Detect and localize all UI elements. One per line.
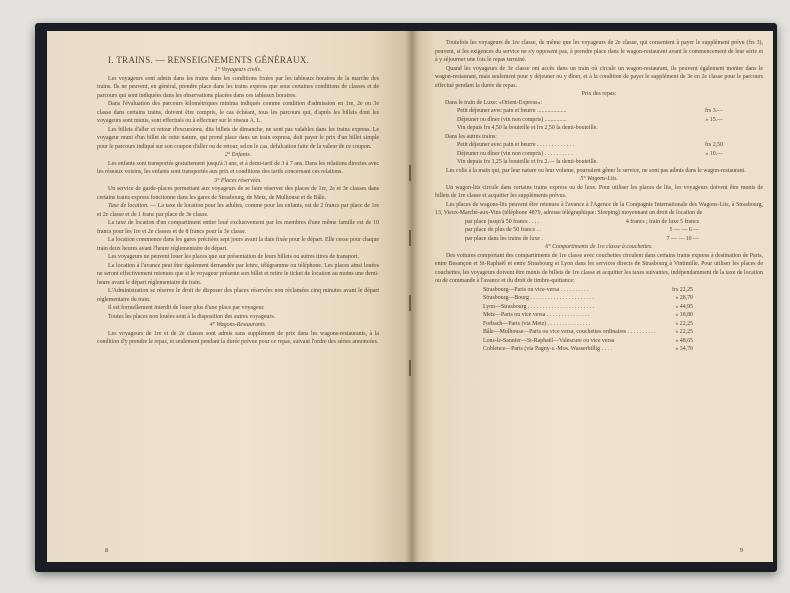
- fare-route: Lons-le-Saunier—St-Raphaël—Valescure ou vice versa: [483, 337, 615, 344]
- paragraph: La taxe de location d'un compartiment entier loué exclusivement par les membres d'une même famille est de 10 francs pour les 1re et 2e classes et de 8 francs pour la 3e classe.: [97, 220, 379, 235]
- binding-stitch: [409, 360, 411, 376]
- fare-price: » 18,80: [675, 312, 693, 318]
- paragraph: Les voyageurs ne peuvent louer les places que sur présentation de leurs billets ou autres titres de transport.: [108, 254, 359, 260]
- wine-note: Vin depuis frs 4,50 la bouteille et frs 2,50 la demi-bouteille.: [457, 125, 598, 131]
- fare-price: » 34,70: [675, 346, 693, 352]
- fee-label: par place jusqu'à 50 francs . . . .: [465, 218, 540, 225]
- fare-row: [435, 337, 763, 346]
- right-page-text: [435, 39, 763, 354]
- luxe-price-list: [435, 107, 763, 124]
- page-number: 9: [739, 547, 743, 554]
- paragraph: [97, 202, 379, 219]
- fee-value: 7 — — 10 —: [666, 235, 699, 242]
- left-page: [47, 31, 413, 562]
- price-value: frs 2,50: [705, 142, 723, 148]
- paragraph: Les colis à la main qui, par leur nature ou leur volume, pourraient gêner le service, ne sont pas admis dans le wagon-restaurant.: [446, 167, 746, 174]
- fee-label: par place dans les trains de luxe .: [465, 235, 543, 242]
- fare-row: [435, 328, 763, 337]
- binding-stitch: [409, 295, 411, 311]
- page-number: 8: [105, 547, 109, 554]
- paragraph: Les enfants sont transportés gratuitement jusqu'à 3 ans, et à demi-tarif de 3 à 7 ans. Dans les relations directes avec les réseaux voisins, les enfants sont transportés aux prix et conditions des tarifs concernant ces relations.: [97, 160, 379, 175]
- price-row: [435, 150, 763, 159]
- paragraph: Les voyageurs de 1re et de 2e classes sont admis sans supplément de prix dans les wagons-restaurants, à la condition d'y prendre le repas, et seulement pendant la durée prévue pour ce repas, suivant l'ordre des séries annoncées.: [97, 330, 379, 345]
- fare-row: [435, 294, 763, 303]
- couchette-fare-list: [435, 286, 763, 354]
- binding-stitch: [409, 165, 411, 181]
- price-item: Déjeuner ou dîner (vin non compris) ...............: [457, 116, 567, 123]
- book-gutter: [405, 31, 419, 562]
- fare-route: Strasbourg—Paris ou vice-versa . . . . . . . . . .: [483, 286, 589, 293]
- paragraph: Il est formellement interdit de louer plus d'une place par voyageur.: [108, 305, 265, 311]
- fee-label: par place de plus de 50 francs . .: [465, 227, 541, 233]
- fare-row: [435, 286, 763, 295]
- fare-row: [435, 311, 763, 320]
- subsection-title: 3° Places réservées.: [214, 177, 262, 184]
- subsection-title: 4° Wagons-Restaurants.: [209, 322, 267, 328]
- wine-note: Vin depuis frs 3,25 la bouteille et frs 2.— la demi-bouteille.: [457, 159, 598, 165]
- paragraph: Les places de wagons-lits peuvent être retenues à l'avance à l'Agence de la Compagnie Internationale des Wagons-Lits, à Strasbourg, 13, Vieux-Marché-aux-Vins (téléphone 4879, adresse télégraphique: Sleeping) moyennant un droit de location de: [435, 201, 763, 216]
- paragraph: Dans l'évaluation des parcours kilométriques minima indiqués comme condition d'admission en 1re, 2e ou 3e classe dans certains trains, doivent être compris, le cas échéant, tous les parcours qui, d'après les billets dont les voyageurs sont munis, sont effectués ou à effectuer sur le réseau A. L.: [97, 101, 379, 124]
- fare-row: [435, 320, 763, 329]
- price-item: Déjeuner ou dîner (vin non compris) . . . . . . . . . .: [457, 150, 573, 157]
- fee-row: [435, 226, 763, 235]
- fee-row: [435, 235, 763, 244]
- fare-route: Forbach—Paris (via Metz) . . . . . . . . . . . . . . .: [483, 320, 591, 327]
- paragraph: Un wagon-lits circule dans certains trains express ou de luxe. Pour utiliser les places de lits, les voyageurs doivent être munis de billets de 1re classe et acquitter les suppléments prévus.: [435, 184, 763, 199]
- fare-route: Strasbourg—Bourg . . . . . . . . . . . . . . . . . . . . . .: [483, 295, 594, 301]
- fare-price: » 22,25: [675, 320, 693, 327]
- price-value: » 15.—: [705, 116, 723, 123]
- paragraph: Toutes les places non louées sont à la disposition des autres voyageurs.: [108, 313, 276, 320]
- fare-route: Bâle—Mulhouse—Paris ou vice versa, couchettes ordinaires . . . . . . . . . .: [483, 329, 656, 335]
- paragraph: La location commence dans les gares précitées sept jours avant la date fixée pour le départ. Elle cesse pour chaque train deux heures avant l'heure réglementaire de départ.: [97, 237, 379, 252]
- price-value: » 10.—: [705, 150, 723, 157]
- paragraph: Un service de garde-places permettant aux voyageurs de se faire réserver des places de 1re, 2e et 3e classes dans certains trains express fonctionne dans les gares de Strasbourg, de Metz, de Mulhouse et de Bâle.: [97, 186, 379, 201]
- fare-route: Coblence—Paris (via Pagny-s.-Mos. Wasserbillig . . . .: [483, 346, 612, 352]
- paragraph: Quand les voyageurs de 3e classe ont accès dans un train où circule un wagon-restaurant, ils peuvent également monter dans le wagon-restaurant, mais seulement pour y déjeuner ou y dîner, et à la condition de payer le supplément de 3e en 2e classe pour le parcours effectué pendant la durée du repas.: [435, 65, 763, 89]
- fee-row: [435, 218, 763, 227]
- fare-row: [435, 345, 763, 354]
- fare-price: » 48,65: [675, 337, 693, 344]
- price-row: [435, 141, 763, 150]
- price-row: [435, 116, 763, 125]
- prices-title: Prix des repas:: [581, 91, 617, 97]
- paragraph: Des voitures comportant des compartiments de 1re classe avec couchettes circulent dans certains trains express à destination de Paris, entre Besançon et St-Raphaël et entre Strasbourg et Lyon dans les services directs de Strasbourg à Vintimille. Pour utiliser les places de couchettes, les voyageurs doivent être munis de billets de 1re classe et acquitter les taxes suivantes, indépendamment de la taxe de location ou de commande à l'avance et du droit de timbre-quittance:: [435, 252, 763, 284]
- subsection-title: 6° Compartiments de 1re classe à couchettes.: [545, 244, 653, 250]
- price-item: Petit déjeuner avec pain et beurre . . . . . . . . . . . . .: [457, 142, 574, 148]
- other-trains-label: Dans les autres trains:: [445, 133, 497, 140]
- price-value: frs 3.—: [705, 108, 723, 114]
- subsection-title: 5° Wagons-Lits.: [580, 176, 618, 182]
- paragraph: Les billets d'aller et retour d'excursions, dits billets de dimanche, ne sont pas valables dans les trains express. Le voyageur muni d'un billet de cette nature, qui prend place dans un train express, doit payer le prix d'un billet simple pour le parcours indiqué sur son coupon d'aller ou de retour, selon le cas, défalcation faite de la valeur de ce coupon.: [97, 126, 379, 150]
- fare-route: Lyon—Strasbourg . . . . . . . . . . . . . . . . . . . . . . .: [483, 303, 595, 310]
- section-heading: I. TRAINS. — RENSEIGNEMENTS GÉNÉRAUX.: [108, 55, 310, 65]
- luxe-label: Dans le train de Luxe: «Orient-Express»:: [445, 99, 543, 106]
- fare-price: frs 22,25: [672, 286, 693, 293]
- paragraph: Les voyageurs sont admis dans les trains dans les conditions fixées par les tableaux horaires de la marche des trains. Ils ne peuvent, en général, prendre place dans les trains express que sous certaines conditions de classes et de parcours qui sont indiquées dans les observations placées dans ces tableaux horaires.: [97, 75, 379, 99]
- binding-stitch: [409, 230, 411, 246]
- subsection-title: 1° Voyageurs civils.: [214, 67, 262, 73]
- paragraph-body: — La taxe de location pour les adultes, comme pour les enfants, est de 2 francs par place de 1re et 2e classe et de 1 franc par place de 3e classe.: [97, 203, 380, 218]
- other-price-list: [435, 141, 763, 158]
- paragraph: La location à l'avance peut être également demandée par lettre, télégramme ou téléphone. Les places ainsi louées ne seront effectivement retenues que si le voyageur présente son billet et retire le ticket de location au moins une demi-heure avant le départ réglementaire du train.: [97, 262, 379, 286]
- fare-route: Metz—Paris ou vice versa . . . . . . . . . . . . . . .: [483, 312, 590, 318]
- paragraph-label: Taxe de location.: [108, 203, 149, 209]
- paragraph: L'Administration se réserve le droit de disposer des places réservées non réclamées cinq minutes avant le départ réglementaire du train.: [97, 288, 379, 303]
- fee-value: 4 francs ; train de luxe 5 francs: [625, 218, 699, 225]
- fee-value: 5 — — 6 —: [669, 227, 699, 233]
- fare-price: » 28,70: [675, 295, 693, 301]
- right-page: [411, 31, 773, 562]
- left-page-text: [97, 55, 379, 347]
- price-item: Petit déjeuner avec pain et beurre ....................: [457, 108, 567, 114]
- location-fee-list: [435, 218, 763, 244]
- price-row: [435, 107, 763, 116]
- fare-price: » 44,95: [675, 303, 693, 310]
- fare-price: » 22,25: [675, 329, 693, 335]
- subsection-title: 2° Enfants.: [224, 152, 252, 158]
- paragraph: Toutefois les voyageurs de 1re classe, de même que les voyageurs de 2e classe, qui consentent à payer le supplément prévu (frs 3), peuvent, si les exigences du service ne s'y opposent pas, à prendre place dans le wagon-restaurant avant le commencement de leur série et à y séjourner une fois le repas terminé.: [435, 40, 763, 63]
- fare-row: [435, 303, 763, 312]
